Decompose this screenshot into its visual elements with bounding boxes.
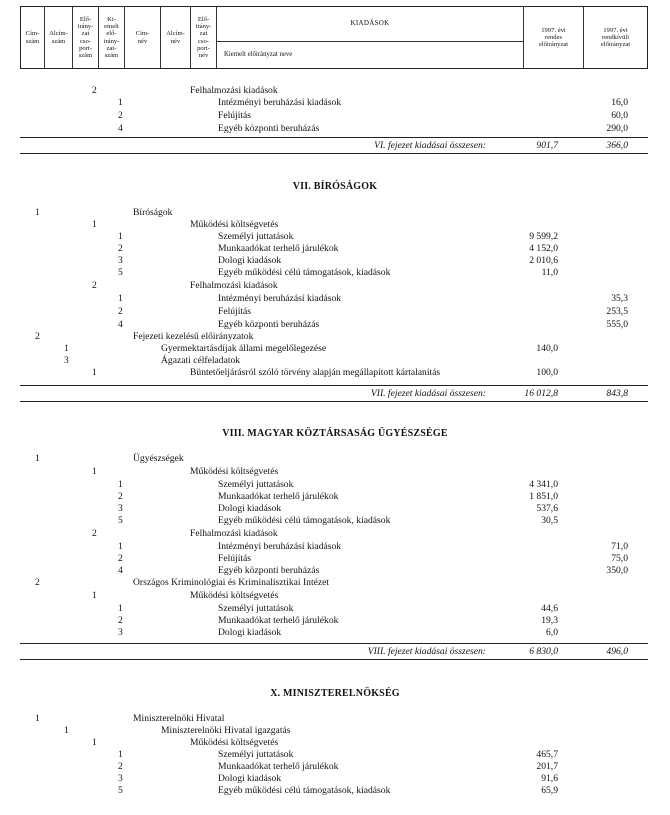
- alcim-szam: 1: [92, 219, 97, 230]
- table-row: [0, 219, 670, 231]
- section-title: VII. BÍRÓSÁGOK: [292, 181, 378, 192]
- item-name: Működési költségvetés: [190, 737, 279, 748]
- item-name: Felújítás: [218, 553, 252, 564]
- total-rule-bottom: [20, 401, 648, 402]
- section-title: VIII. MAGYAR KÖZTÁRSASÁG ÜGYÉSZSÉGE: [222, 428, 448, 439]
- item-name: Egyéb központi beruházás: [218, 123, 320, 134]
- eloiranyzat-szam: 2: [118, 306, 123, 317]
- rendes-value: 9 599,2: [529, 231, 558, 242]
- total-rendkivuli: 843,8: [606, 388, 628, 399]
- eloiranyzat-szam: 4: [118, 123, 123, 134]
- cim-szam: 2: [35, 331, 40, 342]
- rendkivuli-value: 253,5: [606, 306, 628, 317]
- header-cimszam: Cím- szám: [21, 7, 45, 68]
- total-rule-bottom: [20, 659, 648, 660]
- eloiranyzat-szam: 1: [92, 737, 97, 748]
- rendkivuli-value: 16,0: [611, 97, 628, 108]
- table-row: [0, 737, 670, 749]
- item-name: Működési költségvetés: [190, 590, 279, 601]
- item-name: Miniszterelnöki Hivatal: [133, 713, 225, 724]
- table-row: [0, 331, 670, 343]
- alcim-szam: 3: [64, 355, 69, 366]
- rendes-value: 30,5: [541, 515, 558, 526]
- table-row: [0, 343, 670, 355]
- item-name: Egyéb működési célú támogatások, kiadások: [218, 267, 391, 278]
- eloiranyzat-szam: 5: [118, 785, 123, 796]
- table-header: [20, 6, 648, 69]
- item-name: Egyéb működési célú támogatások, kiadások: [218, 785, 391, 796]
- rendes-value: 6,0: [546, 627, 558, 638]
- eloiranyzat-szam: 4: [118, 319, 123, 330]
- item-name: Egyéb központi beruházás: [218, 319, 320, 330]
- rendes-value: 91,6: [541, 773, 558, 784]
- table-row: [0, 319, 670, 331]
- item-name: Dologi kiadások: [218, 627, 282, 638]
- total-rendkivuli: 366,0: [606, 140, 628, 151]
- eloiranyzat-szam: 3: [118, 627, 123, 638]
- rendes-value: 1 851,0: [529, 491, 558, 502]
- table-row: [0, 267, 670, 279]
- eloiranyzat-szam: 2: [118, 491, 123, 502]
- rendes-value: 11,0: [541, 267, 558, 278]
- item-name: Személyi juttatások: [218, 603, 294, 614]
- total-label: VII. fejezet kiadásai összesen:: [370, 388, 486, 399]
- item-name: Ágazati célfeladatok: [161, 355, 241, 366]
- eloiranyzat-szam: 2: [118, 615, 123, 626]
- alcim-szam: 1: [64, 343, 69, 354]
- header-kiemelt-eloiranyzat-neve: Kiemelt előirányzat neve: [224, 50, 293, 58]
- table-row: [0, 85, 670, 97]
- item-name: Intézményi beruházási kiadások: [218, 541, 342, 552]
- rendkivuli-value: 71,0: [611, 541, 628, 552]
- item-name: Bíróságok: [133, 207, 173, 218]
- table-row: [0, 479, 670, 491]
- rendkivuli-value: 555,0: [606, 319, 628, 330]
- table-row: [0, 110, 670, 122]
- rendkivuli-value: 60,0: [611, 110, 628, 121]
- rendes-value: 4 152,0: [529, 243, 558, 254]
- header-eloiranyzat-csoport-nev: Elő- irány- zat cso- port- név: [191, 7, 217, 68]
- total-rule-top: [20, 643, 648, 644]
- eloiranyzat-szam: 4: [118, 565, 123, 576]
- item-name: Dologi kiadások: [218, 503, 282, 514]
- table-row: [0, 785, 670, 797]
- table-row: [0, 713, 670, 725]
- item-name: Országos Kriminológiai és Kriminalisztikai Intézet: [133, 577, 330, 588]
- table-row: [0, 503, 670, 515]
- total-rendkivuli: 496,0: [606, 646, 628, 657]
- header-eloiranyzat-csoport-szam: Elő- irány- zat cso- port- szám: [73, 7, 99, 68]
- item-name: Fejezeti kezelésű előirányzatok: [133, 331, 254, 342]
- item-name: Egyéb működési célú támogatások, kiadások: [218, 515, 391, 526]
- eloiranyzat-szam: 1: [118, 231, 123, 242]
- eloiranyzat-szam: 1: [118, 479, 123, 490]
- table-row: [0, 615, 670, 627]
- chapter-total-row: [0, 388, 670, 400]
- eloiranyzat-szam: 5: [118, 267, 123, 278]
- eloiranyzat-szam: 2: [118, 553, 123, 564]
- rendkivuli-value: 290,0: [606, 123, 628, 134]
- chapter-total-row: [0, 140, 670, 152]
- cim-szam: 1: [35, 207, 40, 218]
- eloiranyzat-szam: 3: [118, 255, 123, 266]
- item-name: Ügyészségek: [133, 453, 184, 464]
- rendes-value: 2 010,6: [529, 255, 558, 266]
- rendes-value: 4 341,0: [529, 479, 558, 490]
- cim-szam: 1: [35, 453, 40, 464]
- header-kiemelt-eloiranyzat-szam: Ki- emelt elő- irány- zat- szám: [99, 7, 125, 68]
- item-name: Személyi juttatások: [218, 479, 294, 490]
- section-title: X. MINISZTERELNÖKSÉG: [270, 688, 400, 699]
- eloiranyzat-szam: 2: [118, 761, 123, 772]
- alcim-szam: 2: [92, 85, 97, 96]
- header-alcimnev: Alcím- név: [161, 7, 191, 68]
- item-name: Személyi juttatások: [218, 231, 294, 242]
- item-name: Működési költségvetés: [190, 219, 279, 230]
- eloiranyzat-szam: 3: [118, 503, 123, 514]
- item-name: Felújítás: [218, 306, 252, 317]
- eloiranyzat-szam: 1: [118, 603, 123, 614]
- rendes-value: 100,0: [536, 367, 558, 378]
- total-rendes: 16 012,8: [524, 388, 558, 399]
- item-name: Büntetőeljárásról szóló törvény alapján megállapított kártalanítás: [190, 367, 441, 378]
- table-row: [0, 553, 670, 565]
- rendes-value: 65,9: [541, 785, 558, 796]
- header-cimnev: Cím- név: [125, 7, 161, 68]
- eloiranyzat-szam: 5: [118, 515, 123, 526]
- header-rendkivuli-eloiranyzat: 1997. évi rendkívüli előirányzat: [600, 26, 631, 49]
- item-name: Munkaadókat terhelő járulékok: [218, 615, 339, 626]
- item-name: Dologi kiadások: [218, 255, 282, 266]
- alcim-szam: 2: [92, 528, 97, 539]
- eloiranyzat-szam: 3: [118, 773, 123, 784]
- table-row: [0, 123, 670, 135]
- alcim-szam: 1: [64, 725, 69, 736]
- table-row: [0, 515, 670, 527]
- item-name: Munkaadókat terhelő járulékok: [218, 491, 339, 502]
- header-kiadasok: KIADÁSOK: [217, 7, 523, 42]
- table-row: [0, 367, 670, 379]
- rendes-value: 537,6: [536, 503, 558, 514]
- item-name: Felhalmozási kiadások: [190, 85, 278, 96]
- header-alcimszam: Alcím- szám: [45, 7, 73, 68]
- table-row: [0, 453, 670, 465]
- table-row: [0, 306, 670, 318]
- item-name: Egyéb központi beruházás: [218, 565, 320, 576]
- table-row: [0, 773, 670, 785]
- table-row: [0, 280, 670, 292]
- item-name: Miniszterelnöki Hivatal igazgatás: [161, 725, 291, 736]
- total-label: VIII. fejezet kiadásai összesen:: [367, 646, 486, 657]
- table-row: [0, 528, 670, 540]
- table-row: [0, 725, 670, 737]
- table-row: [0, 541, 670, 553]
- item-name: Felújítás: [218, 110, 252, 121]
- rendes-value: 19,3: [541, 615, 558, 626]
- total-rule-top: [20, 137, 648, 138]
- item-name: Működési költségvetés: [190, 466, 279, 477]
- cim-szam: 2: [35, 577, 40, 588]
- table-row: [0, 577, 670, 589]
- table-row: [0, 466, 670, 478]
- eloiranyzat-szam: 1: [92, 367, 97, 378]
- table-row: [0, 207, 670, 219]
- eloiranyzat-szam: 1: [118, 749, 123, 760]
- alcim-szam: 2: [92, 280, 97, 291]
- table-row: [0, 627, 670, 639]
- total-rendes: 6 830,0: [529, 646, 558, 657]
- eloiranyzat-szam: 1: [118, 97, 123, 108]
- rendes-value: 140,0: [536, 343, 558, 354]
- table-row: [0, 603, 670, 615]
- item-name: Felhalmozási kiadások: [190, 528, 278, 539]
- rendes-value: 44,6: [541, 603, 558, 614]
- chapter-total-row: [0, 646, 670, 658]
- table-row: [0, 761, 670, 773]
- rendkivuli-value: 350,0: [606, 565, 628, 576]
- cim-szam: 1: [35, 713, 40, 724]
- total-rule-top: [20, 385, 648, 386]
- table-row: [0, 255, 670, 267]
- rendes-value: 201,7: [536, 761, 558, 772]
- eloiranyzat-szam: 1: [118, 541, 123, 552]
- total-rendes: 901,7: [536, 140, 558, 151]
- eloiranyzat-szam: 2: [118, 110, 123, 121]
- item-name: Munkaadókat terhelő járulékok: [218, 761, 339, 772]
- table-row: [0, 491, 670, 503]
- total-rule-bottom: [20, 153, 648, 154]
- total-label: VI. fejezet kiadásai összesen:: [374, 140, 486, 151]
- item-name: Munkaadókat terhelő járulékok: [218, 243, 339, 254]
- eloiranyzat-szam: 1: [118, 293, 123, 304]
- rendes-value: 465,7: [536, 749, 558, 760]
- table-row: [0, 243, 670, 255]
- header-rendes-eloiranyzat: 1997. évi rendes előirányzat: [524, 7, 584, 68]
- alcim-szam: 1: [92, 466, 97, 477]
- table-row: [0, 97, 670, 109]
- item-name: Intézményi beruházási kiadások: [218, 97, 342, 108]
- table-row: [0, 231, 670, 243]
- alcim-szam: 1: [92, 590, 97, 601]
- rendkivuli-value: 75,0: [611, 553, 628, 564]
- table-row: [0, 590, 670, 602]
- header-kiadasok-block: [217, 7, 524, 68]
- item-name: Dologi kiadások: [218, 773, 282, 784]
- item-name: Felhalmozási kiadások: [190, 280, 278, 291]
- table-row: [0, 293, 670, 305]
- eloiranyzat-szam: 2: [118, 243, 123, 254]
- rendkivuli-value: 35,3: [611, 293, 628, 304]
- table-row: [0, 565, 670, 577]
- item-name: Személyi juttatások: [218, 749, 294, 760]
- item-name: Intézményi beruházási kiadások: [218, 293, 342, 304]
- item-name: Gyermektartásdíjak állami megelőlegezése: [161, 343, 327, 354]
- table-row: [0, 749, 670, 761]
- table-row: [0, 355, 670, 367]
